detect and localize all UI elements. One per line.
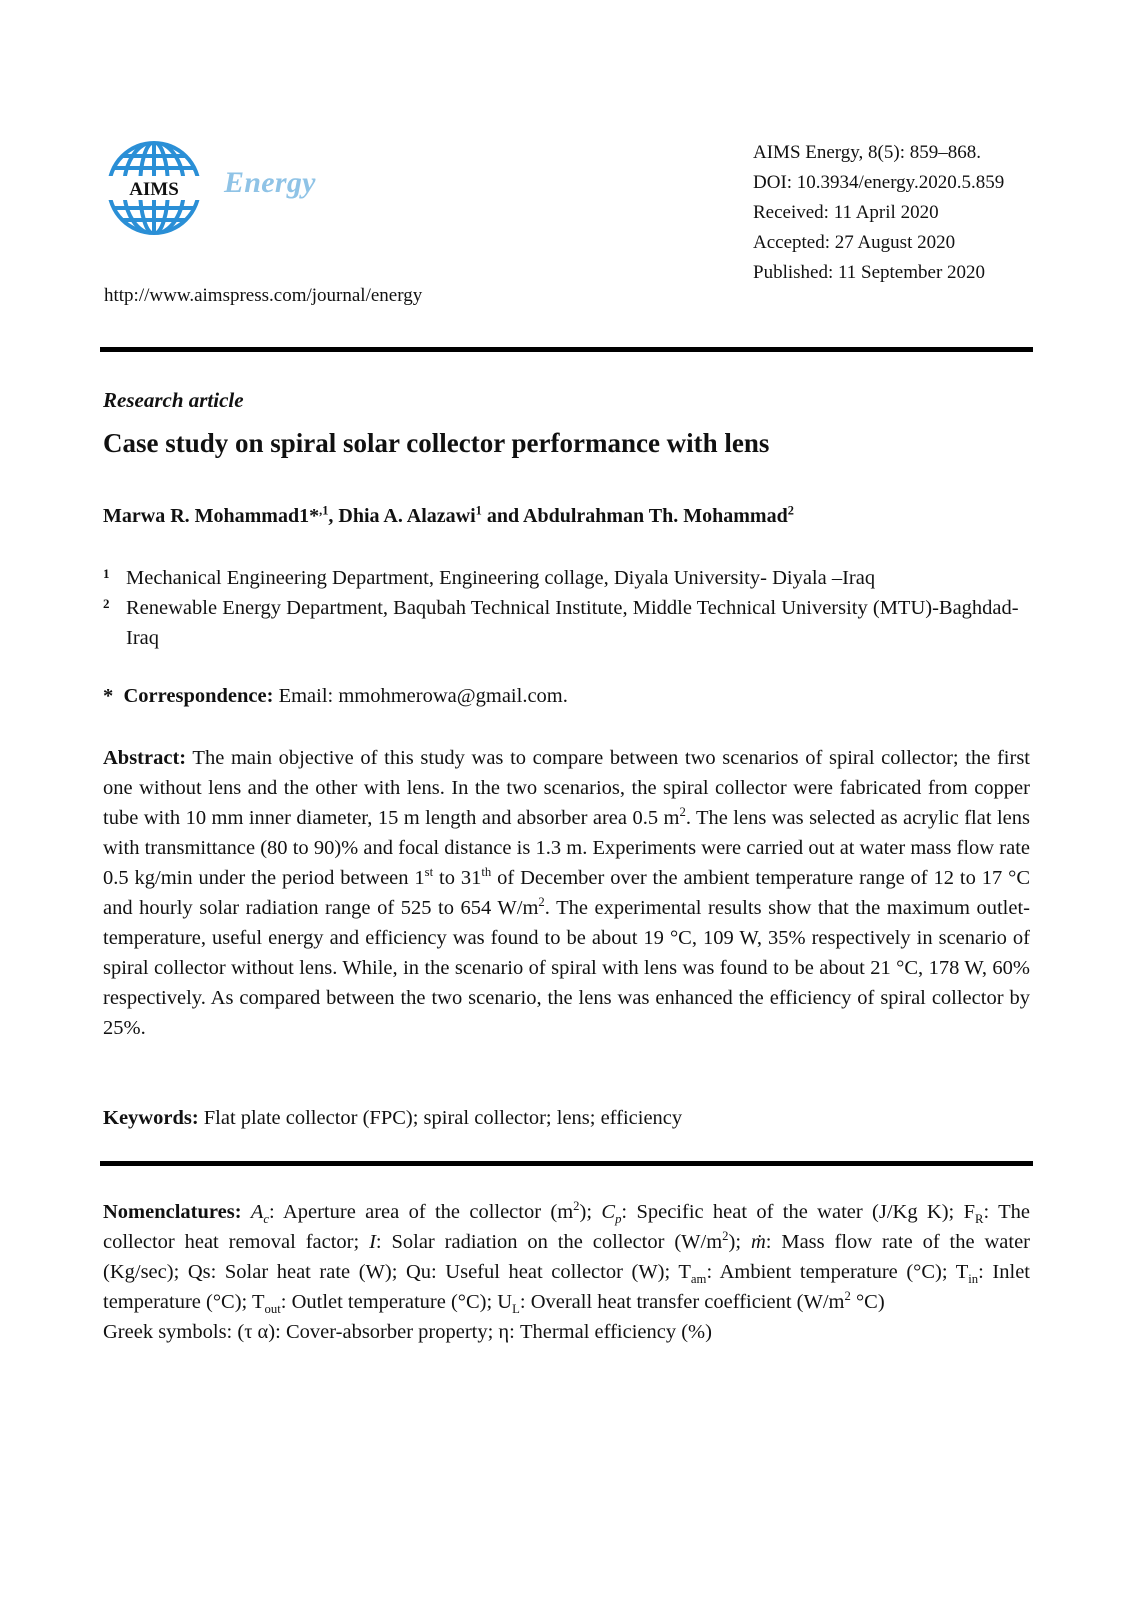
greek-symbols: Greek symbols: (τ α): Cover-absorber property; η: Thermal efficiency (%): [103, 1321, 712, 1343]
nomenclature-list: Nomenclatures: $A_c$: Aperture area of the collector $(m^2)$; $C_p$: Specific heat of the water (J/Kg K); $F_R$: The collector heat removal factor; I: Solar radiation on the collector $(W/m^2)$; ṁ: Mass flow rate of the water (Kg/sec); Qs: Solar heat rate (W); Qu: Useful heat collector (W); $T_{am}$: Ambient temperature (°C); $T_{in}$: Inlet temperature (°C); $T_{out}$: Outlet temperature (°C); $U_L$: Overall heat transfer coefficient ($W/m^2$ °C): [103, 1199, 1031, 1317]
journal-reference: AIMS Energy, 8(5): 859–868.: [753, 142, 981, 163]
keywords-label: Keywords:: [103, 1107, 199, 1129]
correspondence-email[interactable]: Email: mmohmerowa@gmail.com.: [273, 685, 568, 707]
accepted-date: Accepted: 27 August 2020: [753, 232, 956, 253]
author-name: Abdulrahman Th. Mohammad: [523, 505, 788, 527]
abstract-label: Abstract:: [103, 747, 187, 769]
journal-url[interactable]: http://www.aimspress.com/journal/energy: [104, 285, 423, 306]
publication-meta: [753, 138, 1004, 288]
doi[interactable]: DOI: 10.3934/energy.2020.5.859: [753, 172, 1005, 193]
author-affiliation-mark: 1: [475, 503, 482, 518]
abstract: Abstract: The main objective of this study was to compare between two scenarios of spiral collector; the first one without lens and the other with lens. In the two scenarios, the spiral collector were fabricated from copper tube with 10 mm inner diameter, 15 m length and absorber area 0.5 $m^2$. The lens was selected as acrylic flat lens with transmittance (80 to 90)% and focal distance is 1.3 m. Experiments were carried out at water mass flow rate 0.5 kg/min under the period between 1st to 31th of December over the ambient temperature range of 12 to 17 °C and hourly solar radiation range of 525 to 654 $W/m^2$. The experimental results show that the maximum outlet-temperature, useful energy and efficiency was found to be about 19 °C, 109 W, 35% respectively in scenario of spiral collector without lens. While, in the scenario of spiral with lens was found to be about 21 °C, 178 W, 60% respectively. As compared between the two scenario, the lens was enhanced the efficiency of spiral collector by 25%.: [103, 747, 1030, 1039]
author-name: Marwa R. Mohammad1*: [103, 505, 320, 527]
article-type: Research article: [103, 388, 244, 412]
nomenclature-label: Nomenclatures:: [103, 1201, 242, 1223]
logo-subtitle: Energy: [224, 166, 316, 199]
affiliation-item: 1 Mechanical Engineering Department, Engineering collage, Diyala University- Diyala –Iraq: [103, 566, 876, 589]
correspondence-label: Correspondence:: [123, 685, 274, 707]
article-title: Case study on spiral solar collector performance with lens: [103, 428, 770, 458]
header-divider: [100, 347, 1033, 352]
section-divider: [100, 1161, 1033, 1166]
affiliation-item: 2 Renewable Energy Department, Baqubah Technical Institute, Middle Technical University (MTU)-Baghdad-Iraq: [103, 596, 1019, 649]
aims-logo-text: AIMS: [129, 179, 179, 200]
received-date: Received: 11 April 2020: [753, 202, 939, 223]
aims-globe-logo: [104, 138, 204, 238]
author-affiliation-mark: ,1: [319, 503, 329, 518]
author-affiliation-mark: 2: [787, 503, 794, 518]
affiliations: [103, 563, 1033, 653]
author-name: Dhia A. Alazawi: [338, 505, 476, 527]
author-list: Marwa R. Mohammad1*$^{,1}$, Dhia A. Alazawi$^1$ and Abdulrahman Th. Mohammad$^2$: [103, 503, 794, 527]
correspondence: * Correspondence: Email: mmohmerowa@gmail.com.: [103, 685, 568, 707]
keywords: Keywords: Flat plate collector (FPC); spiral collector; lens; efficiency: [103, 1107, 683, 1129]
published-date: Published: 11 September 2020: [753, 262, 986, 283]
nomenclature: [103, 1197, 1030, 1347]
